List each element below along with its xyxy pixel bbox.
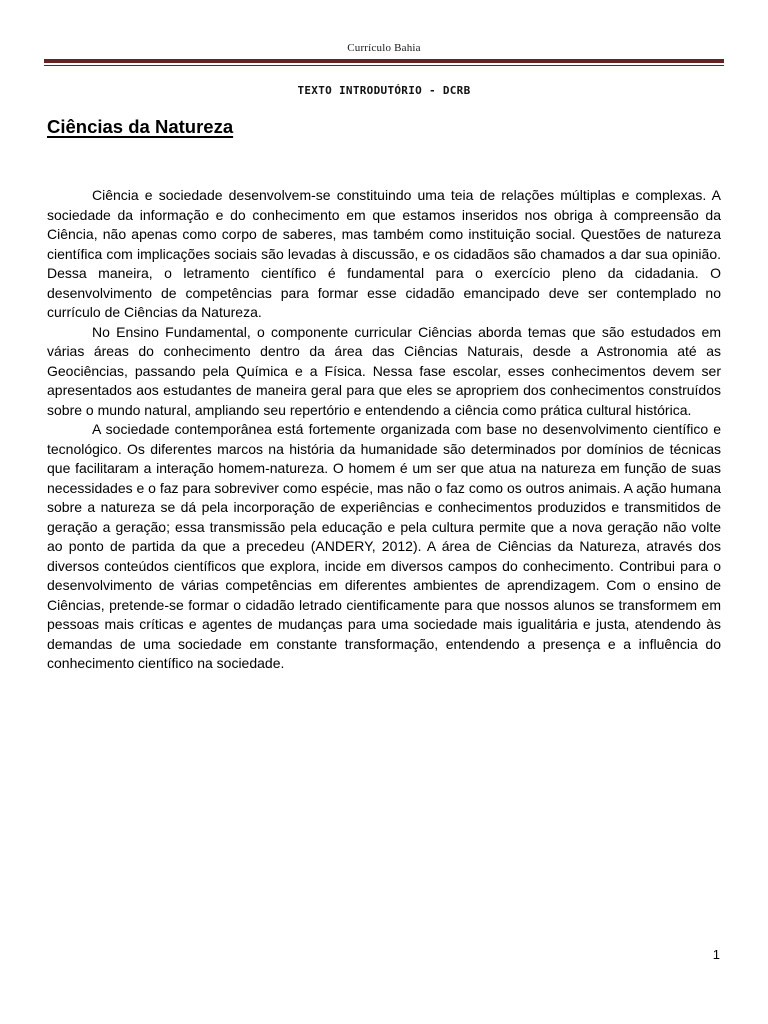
header-rule-thin [44, 65, 724, 66]
paragraph: Ciência e sociedade desenvolvem-se constituindo uma teia de relações múltiplas e complexas. A sociedade da informação e do conhecimento em que estamos inseridos nos obriga à compreensão da Ciência, não apenas como corpo de saberes, mas também como instituição social. Questões de natureza científica com implicações sociais são levadas à discussão, e os cidadãos são chamados a dar sua opinião. Dessa maneira, o letramento científico é fundamental para o exercício pleno da cidadania. O desenvolvimento de competências para formar esse cidadão emancipado deve ser contemplado no currículo de Ciências da Natureza. [47, 187, 721, 320]
paragraph: A sociedade contemporânea está fortemente organizada com base no desenvolvimento científico e tecnológico. Os diferentes marcos na história da humanidade são determinados por domínios de técnicas que facilitaram a interação homem-natureza. O homem é um ser que atua na natureza em função de suas necessidades e o faz para sobreviver como espécie, mas não o faz como os outros animais. A ação humana sobre a natureza se dá pela incorporação de experiências e conhecimentos produzidos e transmitidos de geração a geração; essa transmissão pela educação e pela cultura permite que a nova geração não volte ao ponto de partida da que a precedeu (ANDERY, 2012). A área de Ciências da Natureza, através dos diversos conteúdos científicos que explora, incide em diversos campos do conhecimento. Contribui para o desenvolvimento de várias competências em diferentes ambientes de aprendizagem. Com o ensino de Ciências, pretende-se formar o cidadão letrado cientificamente para que nossos alunos se transformem em pessoas mais críticas e agentes de mudanças para uma sociedade mais igualitária e justa, atendendo às demandas de uma sociedade em constante transformação, entendendo a presença e a influência do conhecimento científico na sociedade. [47, 421, 721, 671]
page-title: Ciências da Natureza [47, 116, 234, 137]
section-label: TEXTO INTRODUTÓRIO - DCRB [297, 84, 471, 97]
body-text [47, 186, 721, 674]
running-header: Currículo Bahia [347, 42, 421, 54]
paragraph: No Ensino Fundamental, o componente curricular Ciências aborda temas que são estudados em várias áreas do conhecimento dentro da área das Ciências Naturais, desde a Astronomia até as Geociências, passando pela Química e a Física. Nessa fase escolar, esses conhecimentos devem ser apresentados aos estudantes de maneira geral para que eles se apropriem dos conhecimentos construídos sobre o mundo natural, ampliando seu repertório e entendendo a ciência como prática cultural histórica. [47, 323, 721, 418]
header-rule-thick [44, 59, 724, 63]
page-number: 1 [712, 947, 720, 962]
